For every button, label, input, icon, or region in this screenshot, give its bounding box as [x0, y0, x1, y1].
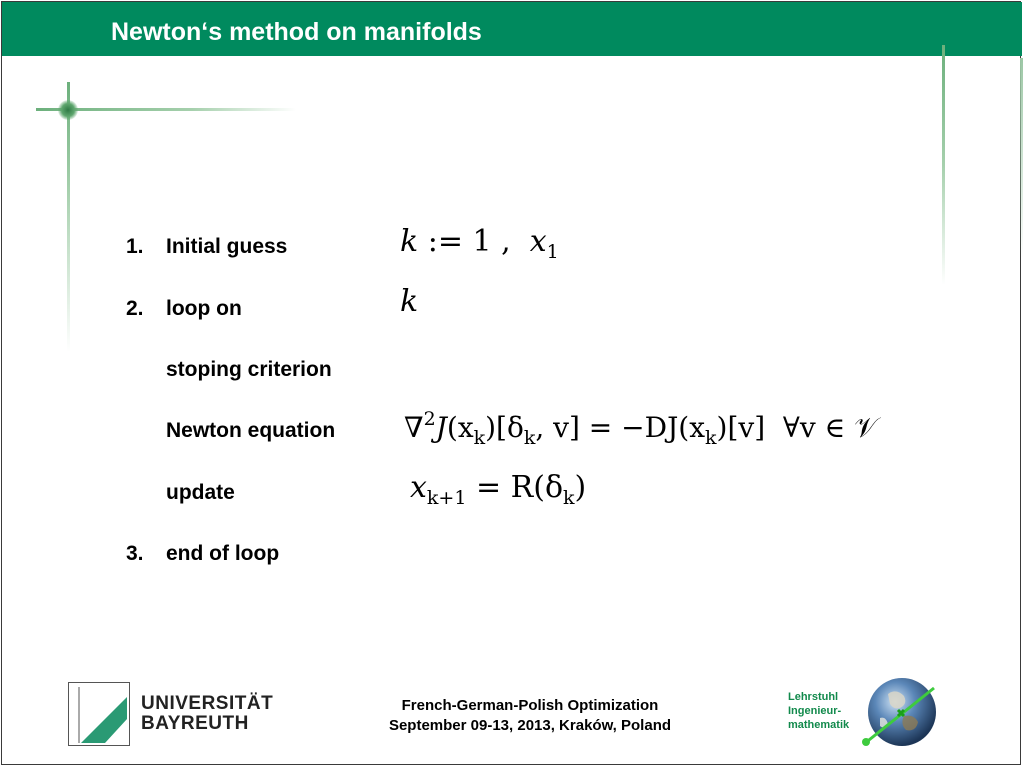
formula-newton-equation [404, 408, 878, 449]
decor-dot [58, 100, 78, 120]
step-row-newton-equation [0, 408, 1024, 456]
math-sub: k [705, 427, 717, 449]
step-row-stopping-criterion [0, 355, 1024, 395]
step-number: 2. [126, 297, 144, 320]
step-label: update [166, 481, 235, 504]
chair-name-line2: Ingenieur- [788, 705, 842, 717]
step-row-update [0, 470, 1024, 518]
math-J: J [435, 411, 447, 444]
step-label: loop on [166, 297, 242, 320]
math-k: k [400, 284, 419, 319]
math-sub: k [563, 487, 575, 509]
step-number: 3. [126, 542, 144, 565]
chair-name-line3: mathematik [788, 719, 850, 731]
slide-title: Newton‘s method on manifolds [111, 18, 482, 46]
math-sub: k+1 [426, 487, 467, 509]
math-part: = R(δ [466, 470, 564, 505]
step-number: 1. [126, 235, 144, 258]
step-row-loop [0, 284, 1024, 334]
math-sub: k [523, 427, 536, 449]
formula-loop-variable [400, 284, 418, 319]
math-part: , v] = −DJ(x [535, 411, 706, 444]
step-label: Newton equation [166, 419, 336, 442]
formula-update [410, 470, 586, 509]
step-label: Initial guess [166, 235, 288, 258]
math-sup: 2 [423, 408, 436, 430]
formula-initialization [400, 224, 559, 263]
chair-name [788, 690, 849, 732]
university-logo-icon [69, 683, 129, 745]
globe-logo-icon [858, 674, 940, 750]
title-bar [2, 2, 1022, 56]
university-logo [68, 682, 130, 746]
conference-name: French-German-Polish Optimization [401, 697, 659, 714]
math-part: (x [446, 411, 474, 444]
math-part: ) [574, 470, 587, 505]
math-part: )[δ [485, 411, 524, 444]
step-label: end of loop [166, 542, 280, 565]
university-name-line2: BAYREUTH [141, 713, 249, 734]
decor-vertical-line-edge [1020, 58, 1023, 258]
math-x-sub: 1 [546, 241, 559, 263]
math-x: x [410, 470, 427, 505]
math-k: k [400, 224, 419, 259]
math-nabla: ∇ [404, 411, 424, 444]
conference-date-location: September 09-13, 2013, Kraków, Poland [388, 717, 672, 734]
step-label: stoping criterion [166, 358, 332, 381]
math-sub: k [473, 427, 486, 449]
university-name [141, 694, 273, 734]
university-name-line1: UNIVERSITÄT [141, 693, 274, 714]
math-assign: := 1 , [418, 224, 530, 259]
step-row-end-of-loop [0, 539, 1024, 579]
math-part: )[v] ∀v ∈ 𝒱 [716, 411, 878, 444]
step-row-initial-guess [0, 224, 1024, 272]
chair-name-line1: Lehrstuhl [788, 691, 839, 703]
conference-info [340, 696, 720, 736]
math-x: x [529, 224, 547, 259]
